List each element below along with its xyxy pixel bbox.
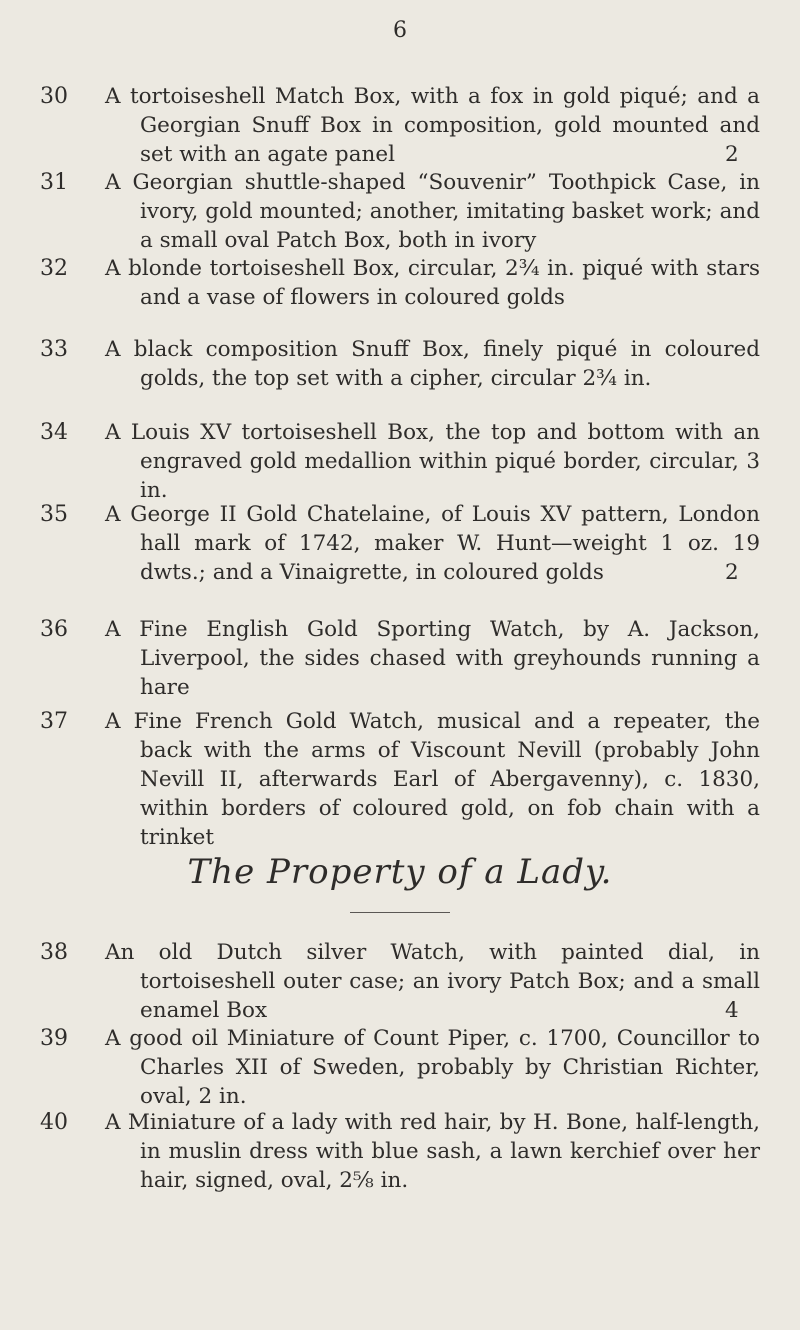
lot-text: A Louis XV tortoiseshell Box, the top and bottom with an engraved gold medallion within piqué border, circular, 3 in. <box>105 420 760 503</box>
lot-description <box>105 1024 760 1111</box>
lot-39 <box>40 1024 760 1111</box>
lot-31 <box>40 168 760 255</box>
lot-number: 34 <box>40 420 68 445</box>
lot-text: An old Dutch silver Watch, with painted dial, in tortoiseshell outer case; an ivory Patch Box; and a small enamel Box <box>105 940 760 1023</box>
lot-description: An old Dutch silver Watch, with painted dial, in tortoiseshell outer case; an ivory Patch Box; and a small enamel Box 4 <box>105 940 760 1023</box>
lot-description <box>105 1108 760 1195</box>
lot-40 <box>40 1108 760 1195</box>
lot-description <box>105 615 760 702</box>
lot-text: A Fine French Gold Watch, musical and a repeater, the back with the arms of Viscount Nevill (probably John Nevill II, afterwards Earl of Abergavenny), c. 1830, within borders of coloured gold, on fob chain with a trinket <box>105 709 760 850</box>
lot-description <box>105 335 760 393</box>
lot-description: A tortoiseshell Match Box, with a fox in gold piqué; and a Georgian Snuff Box in composition, gold mounted and set with an agate panel 2 <box>105 84 760 167</box>
lot-38 <box>40 938 760 1025</box>
page-number: 6 <box>393 18 407 43</box>
lot-number: 36 <box>40 617 68 642</box>
lot-number: 35 <box>40 502 68 527</box>
lot-text: A Miniature of a lady with red hair, by H. Bone, half-length, in muslin dress with blue sash, a lawn kerchief over her hair, signed, oval, 2⅝ in. <box>105 1110 760 1193</box>
section-divider <box>350 912 450 913</box>
lot-description <box>105 168 760 255</box>
lot-text: A George II Gold Chatelaine, of Louis XV pattern, London hall mark of 1742, maker W. Hunt—weight 1 oz. 19 dwts.; and a Vinaigrette, in coloured golds <box>105 502 760 585</box>
lot-number: 33 <box>40 337 68 362</box>
section-title: The Property of a Lady. <box>187 852 613 892</box>
lot-number: 30 <box>40 84 68 109</box>
lot-description <box>105 254 760 312</box>
lot-30 <box>40 82 760 169</box>
lot-text: A Fine English Gold Sporting Watch, by A. Jackson, Liverpool, the sides chased with greyhounds running a hare <box>105 617 760 700</box>
lot-number: 37 <box>40 709 68 734</box>
lot-text: A tortoiseshell Match Box, with a fox in gold piqué; and a Georgian Snuff Box in composition, gold mounted and set with an agate panel <box>105 84 760 167</box>
lot-description <box>105 707 760 852</box>
lot-number: 32 <box>40 256 68 281</box>
lot-34 <box>40 418 760 505</box>
lot-32 <box>40 254 760 312</box>
lot-35 <box>40 500 760 587</box>
lot-description: A George II Gold Chatelaine, of Louis XV pattern, London hall mark of 1742, maker W. Hunt—weight 1 oz. 19 dwts.; and a Vinaigrette, in coloured golds 2 <box>105 502 760 585</box>
lot-text: A blonde tortoiseshell Box, circular, 2¾ in. piqué with stars and a vase of flowers in coloured golds <box>105 256 760 310</box>
lot-text: A Georgian shuttle-shaped “Souvenir” Toothpick Case, in ivory, gold mounted; another, imitating basket work; and a small oval Patch Box, both in ivory <box>105 170 760 253</box>
lot-37 <box>40 707 760 852</box>
lot-description <box>105 418 760 505</box>
lot-number: 38 <box>40 940 68 965</box>
lot-36 <box>40 615 760 702</box>
lot-text: A good oil Miniature of Count Piper, c. 1700, Councillor to Charles XII of Sweden, probably by Christian Richter, oval, 2 in. <box>105 1026 760 1109</box>
lot-number: 39 <box>40 1026 68 1051</box>
lot-number: 31 <box>40 170 68 195</box>
lot-number: 40 <box>40 1110 68 1135</box>
lot-text: A black composition Snuff Box, finely piqué in coloured golds, the top set with a cipher, circular 2¾ in. <box>105 337 760 391</box>
lot-33 <box>40 335 760 393</box>
